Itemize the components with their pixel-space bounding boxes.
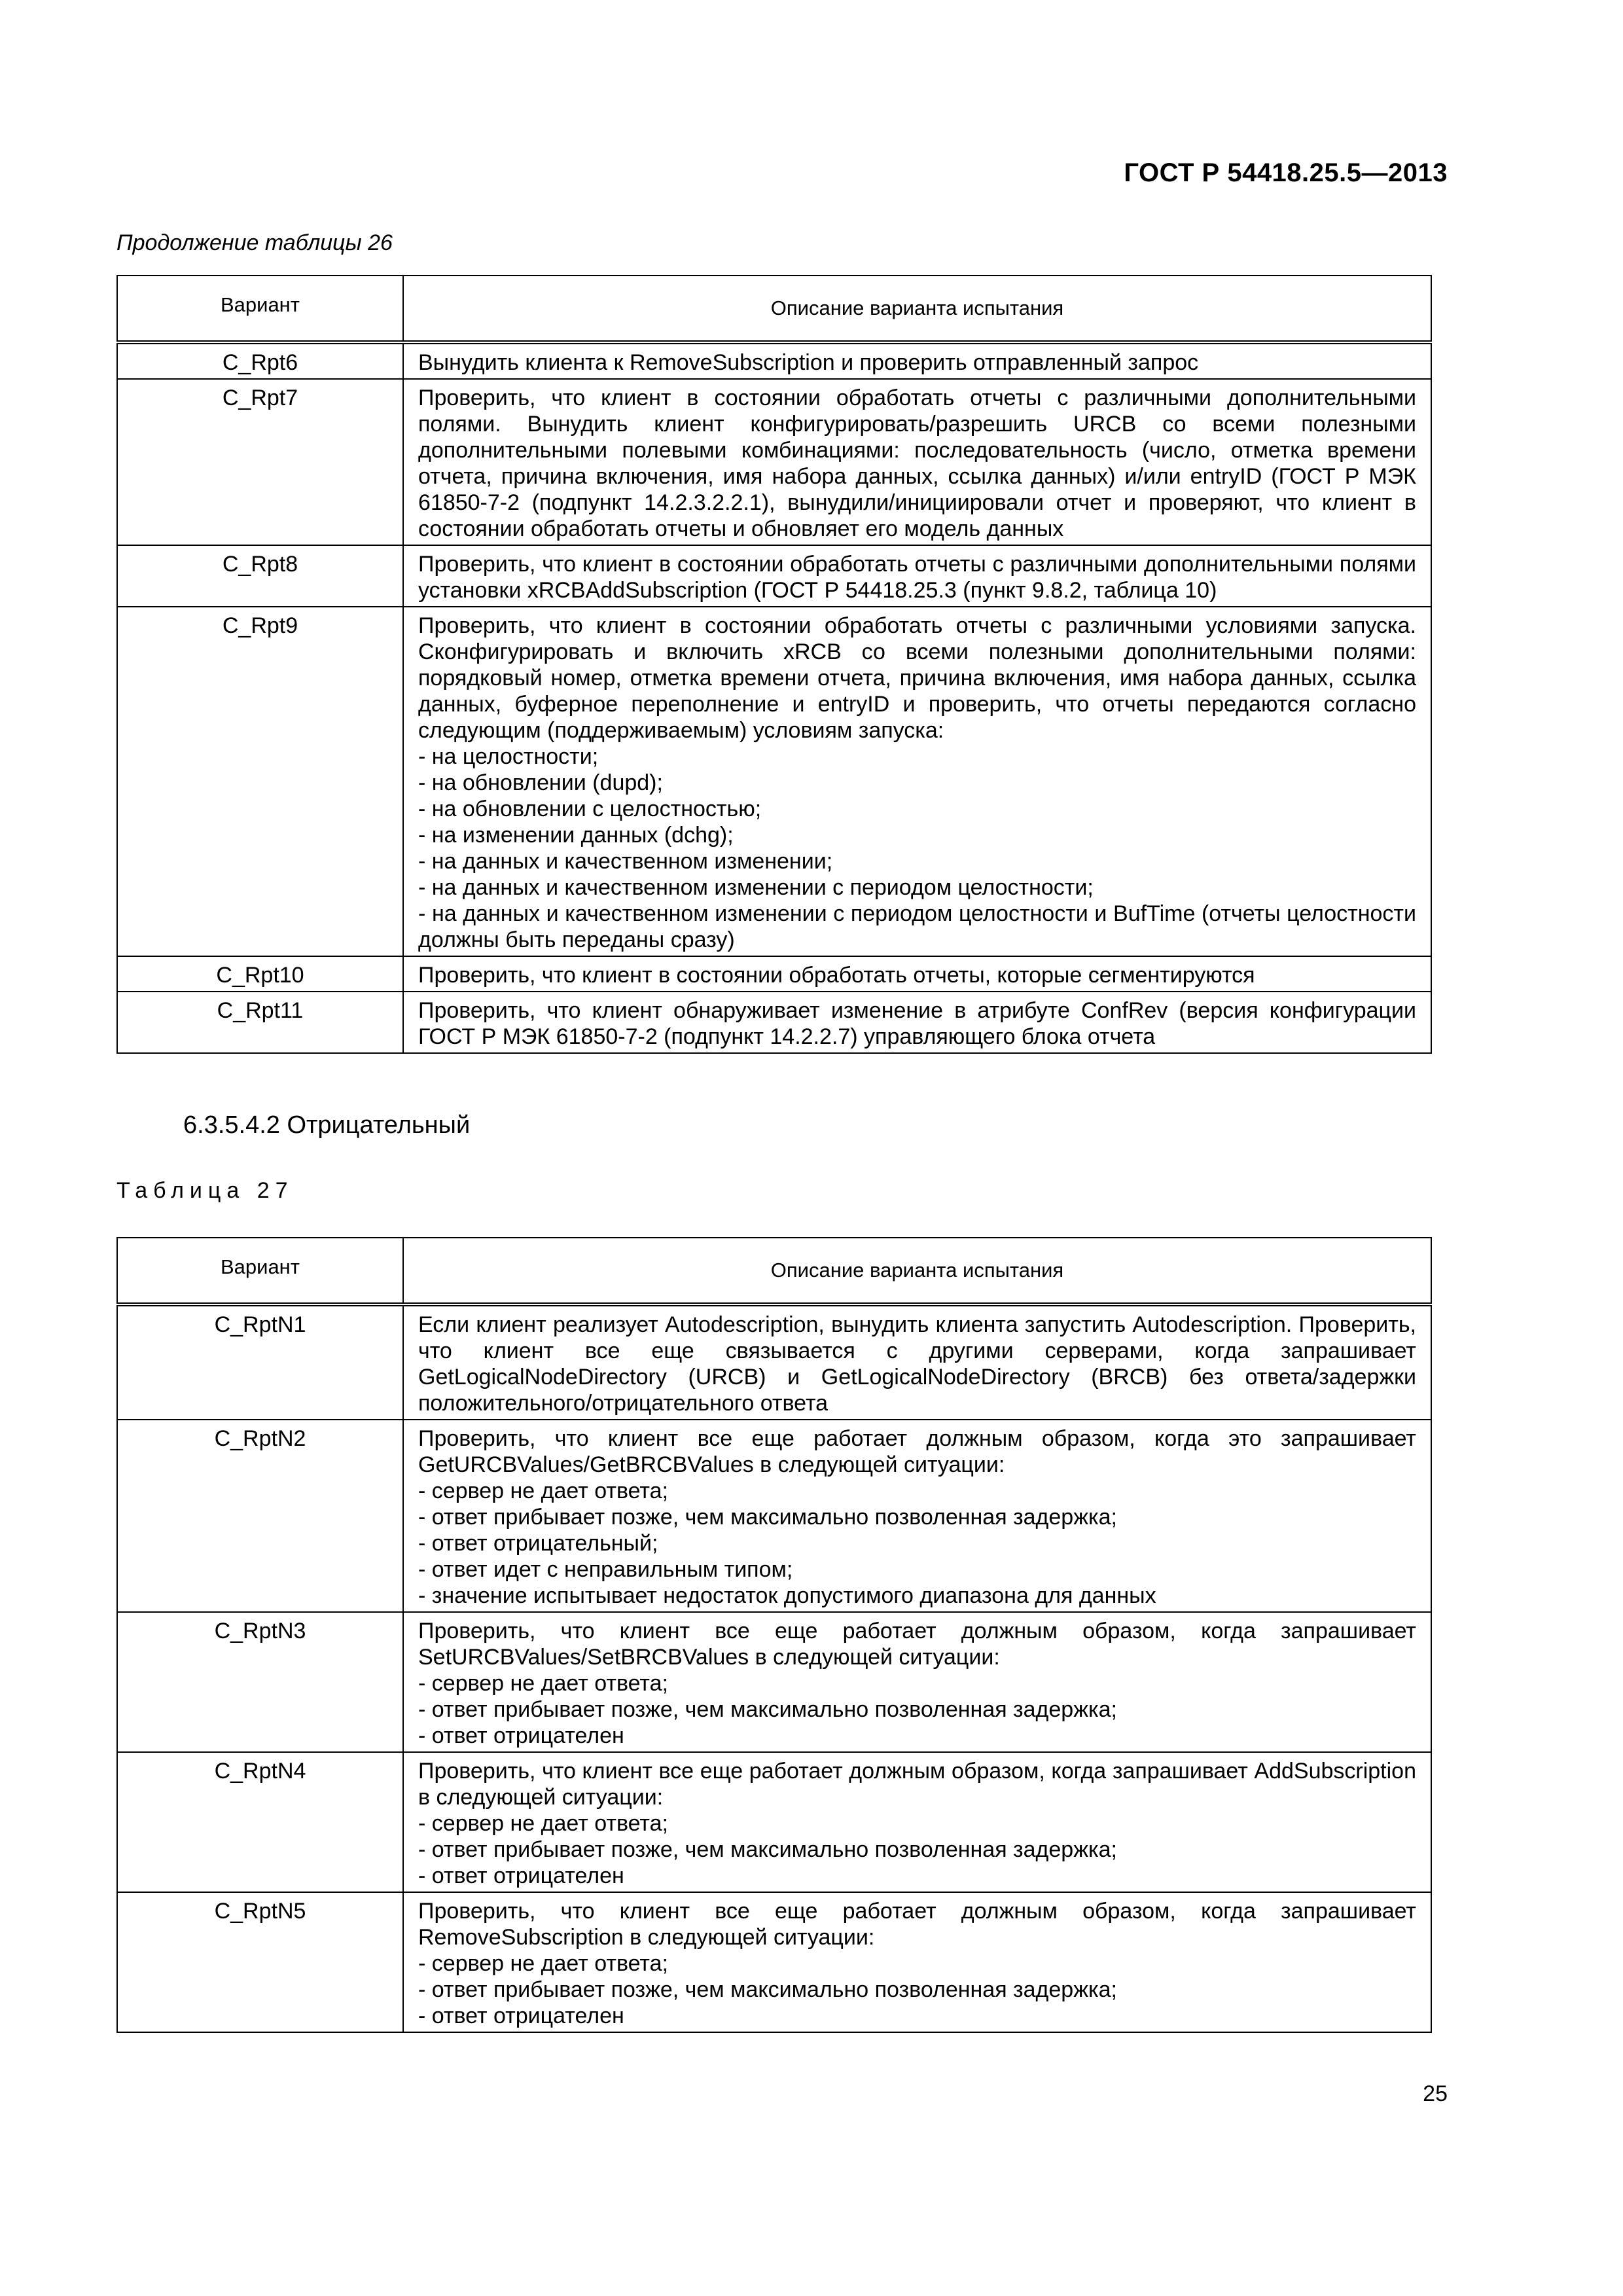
- table-row: [117, 1892, 1431, 2032]
- description-line: Вынудить клиента к RemoveSubscription и проверить отправленный запрос: [418, 350, 1199, 375]
- description-line: - ответ отрицателен: [418, 1863, 624, 1888]
- description-line: Если клиент реализует Autodescription, вынудить клиента запустить Autodescription. Проверить, что клиент все еще связывается с другими серверами, когда запрашивает GetLogicalNodeDirectory (URCB) и GetLogicalNodeDirectory (BRCB) без ответа/задержки положительного/отрицательного ответа: [418, 1312, 1416, 1416]
- table-row: [117, 992, 1431, 1053]
- variant-cell: C_Rpt6: [117, 342, 403, 379]
- table-27: [116, 1237, 1432, 2033]
- description-line: Проверить, что клиент все еще работает должным образом, когда запрашивает AddSubscription в следующей ситуации:: [418, 1759, 1416, 1810]
- variant-cell: C_Rpt10: [117, 956, 403, 992]
- table-row: [117, 1752, 1431, 1892]
- table-27-label: Таблица 27: [116, 1178, 294, 1203]
- table-row: [117, 342, 1431, 379]
- variant-cell: C_RptN4: [117, 1752, 403, 1892]
- description-line: - на изменении данных (dchg);: [418, 823, 734, 848]
- variant-cell: C_Rpt9: [117, 607, 403, 956]
- column-header-variant: Вариант: [117, 276, 403, 342]
- table-header-row: [117, 1238, 1431, 1304]
- variant-cell: C_RptN1: [117, 1304, 403, 1420]
- description-line: - значение испытывает недостаток допустимого диапазона для данных: [418, 1583, 1156, 1608]
- table-header-row: [117, 276, 1431, 342]
- table-row: [117, 379, 1431, 545]
- table-row: [117, 956, 1431, 992]
- column-header-description: Описание варианта испытания: [403, 1238, 1431, 1304]
- column-header-description: Описание варианта испытания: [403, 276, 1431, 342]
- variant-cell: C_RptN3: [117, 1612, 403, 1752]
- variant-cell: C_RptN5: [117, 1892, 403, 2032]
- description-line: - на данных и качественном изменении;: [418, 849, 833, 874]
- description-line: - сервер не дает ответа;: [418, 1951, 668, 1976]
- description-line: - ответ прибывает позже, чем максимально позволенная задержка;: [418, 1505, 1117, 1530]
- description-line: Проверить, что клиент в состоянии обработать отчеты, которые сегментируются: [418, 963, 1255, 988]
- description-line: - на обновлении с целостностью;: [418, 797, 762, 821]
- table-26-caption: Продолжение таблицы 26: [116, 230, 393, 255]
- description-line: - ответ прибывает позже, чем максимально позволенная задержка;: [418, 1837, 1117, 1862]
- variant-cell: C_Rpt8: [117, 545, 403, 607]
- description-line: - сервер не дает ответа;: [418, 1671, 668, 1696]
- variant-cell: C_Rpt7: [117, 379, 403, 545]
- description-line: Проверить, что клиент обнаруживает изменение в атрибуте ConfRev (версия конфигурации ГОСТ Р МЭК 61850-7-2 (подпункт 14.2.2.7) управляющего блока отчета: [418, 998, 1416, 1049]
- description-line: Проверить, что клиент все еще работает должным образом, когда запрашивает SetURCBValues/SetBRCBValues в следующей ситуации:: [418, 1619, 1416, 1670]
- description-line: Проверить, что клиент в состоянии обработать отчеты с различными дополнительными полями. Вынудить клиент конфигурировать/разрешить URCB со всеми полезными дополнительными полевыми комбинациями: последовательность (число, отметка времени отчета, причина включения, имя набора данных, ссылка данных) и/или entryID (ГОСТ Р МЭК 61850-7-2 (подпункт 14.2.3.2.2.1), вынудили/инициировали отчет и проверяют, что клиент в состоянии обработать отчеты и обновляет его модель данных: [418, 386, 1416, 541]
- table-row: [117, 1612, 1431, 1752]
- description-line: - сервер не дает ответа;: [418, 1479, 668, 1503]
- description-line: Проверить, что клиент в состоянии обработать отчеты с различными условиями запуска. Сконфигурировать и включить xRCB со всеми полезными дополнительными полями: порядковый номер, отметка времени отчета, причина включения, имя набора данных, ссылка данных, буферное переполнение и entryID и проверить, что отчеты передаются согласно следующим (поддерживаемым) условиям запуска:: [418, 613, 1416, 743]
- section-heading: 6.3.5.4.2 Отрицательный: [183, 1111, 471, 1139]
- table-row: [117, 545, 1431, 607]
- description-line: Проверить, что клиент все еще работает должным образом, когда это запрашивает GetURCBValues/GetBRCBValues в следующей ситуации:: [418, 1426, 1416, 1477]
- page-number: 25: [1423, 2081, 1448, 2106]
- description-cell: [403, 379, 1431, 545]
- description-line: - на целостности;: [418, 744, 599, 769]
- description-cell: [403, 1304, 1431, 1420]
- table-26: [116, 275, 1432, 1054]
- description-cell: [403, 1420, 1431, 1612]
- description-line: - ответ прибывает позже, чем максимально позволенная задержка;: [418, 1697, 1117, 1722]
- description-line: - на данных и качественном изменении с периодом целостности и BufTime (отчеты целостности должны быть переданы сразу): [418, 901, 1416, 952]
- description-cell: [403, 992, 1431, 1053]
- description-cell: [403, 1752, 1431, 1892]
- description-cell: [403, 1612, 1431, 1752]
- description-line: - на обновлении (dupd);: [418, 770, 663, 795]
- description-line: - ответ отрицательный;: [418, 1531, 658, 1556]
- description-line: - ответ идет с неправильным типом;: [418, 1557, 793, 1582]
- table-row: [117, 1304, 1431, 1420]
- description-line: Проверить, что клиент в состоянии обработать отчеты с различными дополнительными полями установки xRCBAddSubscription (ГОСТ Р 54418.25.3 (пункт 9.8.2, таблица 10): [418, 552, 1416, 603]
- description-line: - на данных и качественном изменении с периодом целостности;: [418, 875, 1094, 900]
- description-cell: [403, 607, 1431, 956]
- description-cell: [403, 956, 1431, 992]
- table-row: [117, 607, 1431, 956]
- description-cell: [403, 342, 1431, 379]
- description-cell: [403, 545, 1431, 607]
- table-row: [117, 1420, 1431, 1612]
- description-line: - сервер не дает ответа;: [418, 1811, 668, 1836]
- description-cell: [403, 1892, 1431, 2032]
- description-line: - ответ отрицателен: [418, 2003, 624, 2028]
- variant-cell: C_Rpt11: [117, 992, 403, 1053]
- document-code: ГОСТ Р 54418.25.5—2013: [1124, 158, 1448, 187]
- description-line: - ответ прибывает позже, чем максимально позволенная задержка;: [418, 1977, 1117, 2002]
- column-header-variant: Вариант: [117, 1238, 403, 1304]
- variant-cell: C_RptN2: [117, 1420, 403, 1612]
- description-line: - ответ отрицателен: [418, 1723, 624, 1748]
- description-line: Проверить, что клиент все еще работает должным образом, когда запрашивает RemoveSubscription в следующей ситуации:: [418, 1899, 1416, 1950]
